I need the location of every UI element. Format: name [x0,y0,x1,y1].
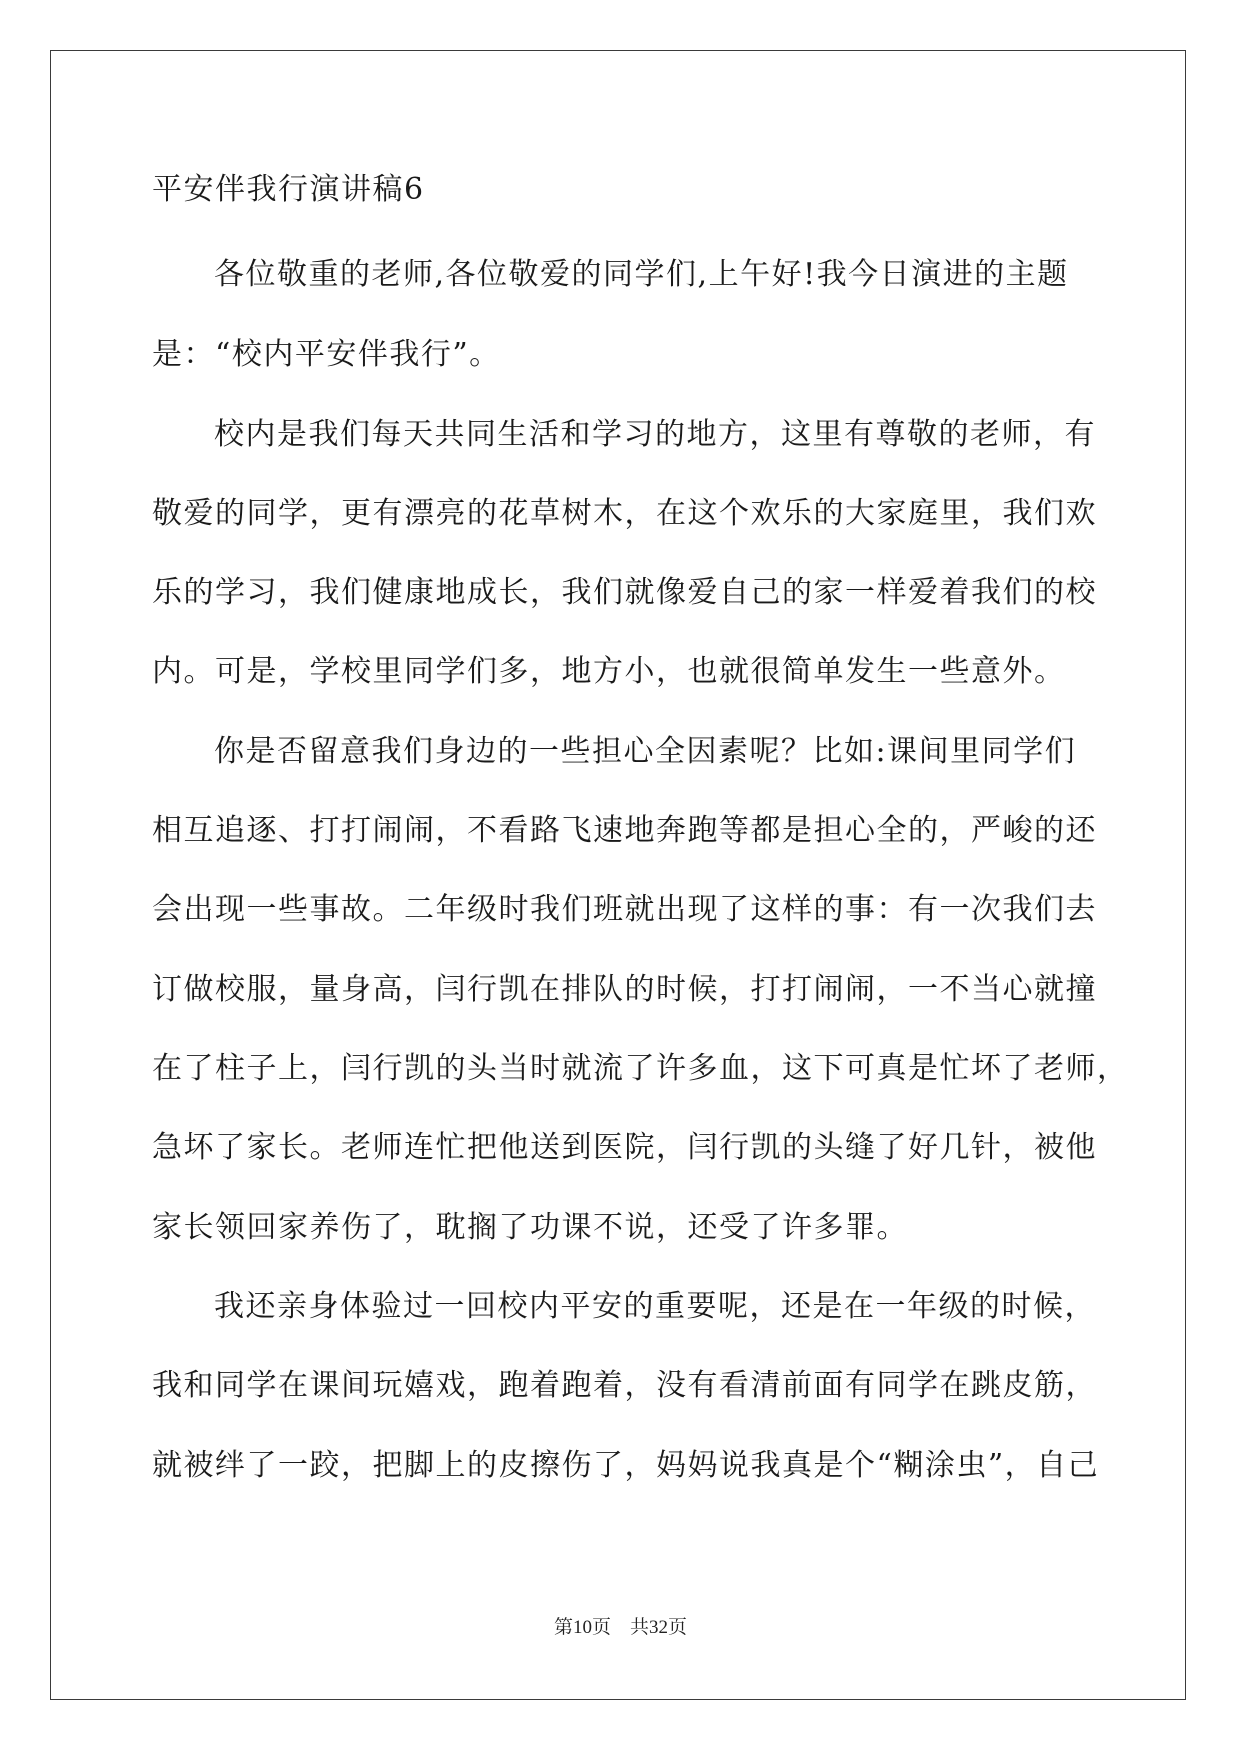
paragraph-line: 会出现一些事故。二年级时我们班就出现了这样的事：有一次我们去 [152,892,1097,927]
paragraph-line: 乐的学习，我们健康地成长，我们就像爱自己的家一样爱着我们的校 [152,575,1097,610]
paragraph-line: 相互追逐、打打闹闹，不看路飞速地奔跑等都是担心全的，严峻的还 [152,813,1097,848]
paragraph-line: 就被绊了一跤，把脚上的皮擦伤了，妈妈说我真是个“糊涂虫”，自己 [152,1448,1100,1483]
document-title: 平安伴我行演讲稿6 [152,172,425,207]
paragraph-line: 我和同学在课间玩嬉戏，跑着跑着，没有看清前面有同学在跳皮筋， [152,1368,1097,1403]
paragraph-line: 在了柱子上，闫行凯的头当时就流了许多血，这下可真是忙坏了老师， [152,1051,1129,1086]
paragraph-line: 内。可是，学校里同学们多，地方小，也就很简单发生一些意外。 [152,654,1066,689]
paragraph-line: 急坏了家长。老师连忙把他送到医院，闫行凯的头缝了好几针，被他 [152,1130,1097,1165]
paragraph-line: 是：“校内平安伴我行”。 [152,337,501,372]
paragraph-line: 订做校服，量身高，闫行凯在排队的时候，打打闹闹，一不当心就撞 [152,972,1097,1007]
paragraph-line: 家长领回家养伤了，耽搁了功课不说，还受了许多罪。 [152,1210,908,1245]
paragraph-line: 各位敬重的老师,各位敬爱的同学们,上午好!我今日演进的主题 [214,257,1069,292]
paragraph-line: 敬爱的同学，更有漂亮的花草树木，在这个欢乐的大家庭里，我们欢 [152,496,1097,531]
paragraph-line: 我还亲身体验过一回校内平安的重要呢，还是在一年级的时候， [214,1289,1096,1324]
page-number-footer: 第10页 共32页 [553,1617,687,1638]
paragraph-line: 你是否留意我们身边的一些担心全因素呢？比如:课间里同学们 [214,734,1077,769]
paragraph-line: 校内是我们每天共同生活和学习的地方，这里有尊敬的老师，有 [214,417,1096,452]
